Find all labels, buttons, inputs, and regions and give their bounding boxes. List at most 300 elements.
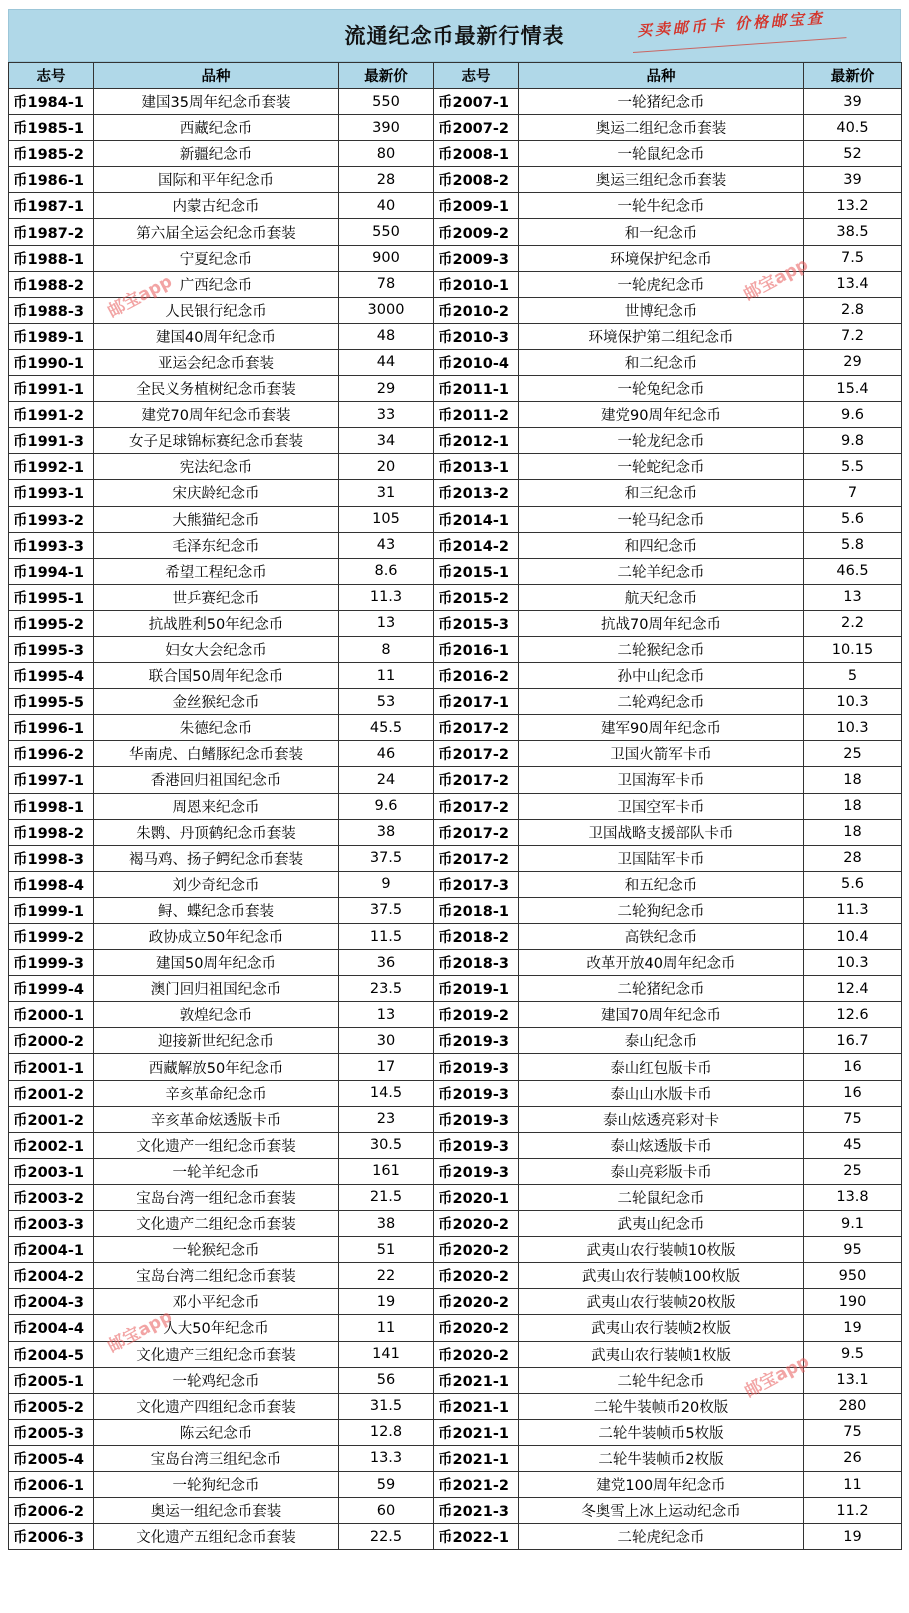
cell-code-right: 币2009-3	[434, 245, 519, 271]
cell-price-right: 280	[804, 1393, 902, 1419]
cell-price-right: 13.1	[804, 1367, 902, 1393]
cell-code-left: 币1993-2	[9, 506, 94, 532]
cell-code-left: 币2004-2	[9, 1263, 94, 1289]
cell-price-left: 8.6	[339, 558, 434, 584]
cell-price-left: 40	[339, 193, 434, 219]
cell-price-left: 33	[339, 402, 434, 428]
cell-variety-left: 毛泽东纪念币	[94, 532, 339, 558]
cell-code-right: 币2020-2	[434, 1315, 519, 1341]
cell-code-left: 币1995-3	[9, 636, 94, 662]
cell-variety-right: 建国70周年纪念币	[519, 1002, 804, 1028]
cell-variety-left: 人大50年纪念币	[94, 1315, 339, 1341]
cell-code-left: 币1995-1	[9, 584, 94, 610]
cell-code-left: 币1986-1	[9, 167, 94, 193]
slogan-text: 买卖邮币卡 价格邮宝查	[636, 8, 826, 40]
cell-variety-left: 世乒赛纪念币	[94, 584, 339, 610]
cell-price-left: 30.5	[339, 1132, 434, 1158]
cell-variety-left: 金丝猴纪念币	[94, 689, 339, 715]
cell-price-left: 78	[339, 271, 434, 297]
cell-code-left: 币1988-1	[9, 245, 94, 271]
cell-code-left: 币1998-4	[9, 871, 94, 897]
cell-code-left: 币1994-1	[9, 558, 94, 584]
cell-price-left: 23.5	[339, 976, 434, 1002]
table-row	[9, 193, 902, 219]
cell-code-left: 币1984-1	[9, 89, 94, 115]
cell-variety-right: 奥运二组纪念币套装	[519, 115, 804, 141]
cell-code-left: 币1988-3	[9, 297, 94, 323]
cell-variety-right: 一轮龙纪念币	[519, 428, 804, 454]
cell-variety-right: 一轮虎纪念币	[519, 271, 804, 297]
watermark-4: 邮宝app	[741, 1351, 813, 1402]
table-row	[9, 297, 902, 323]
cell-price-right: 7.5	[804, 245, 902, 271]
cell-code-left: 币1997-1	[9, 767, 94, 793]
cell-variety-left: 宝岛台湾三组纪念币	[94, 1445, 339, 1471]
cell-price-right: 12.4	[804, 976, 902, 1002]
cell-price-left: 37.5	[339, 897, 434, 923]
cell-price-left: 23	[339, 1106, 434, 1132]
cell-variety-right: 二轮鼠纪念币	[519, 1184, 804, 1210]
header-variety-right: 品种	[519, 63, 804, 89]
cell-price-right: 950	[804, 1263, 902, 1289]
cell-price-left: 390	[339, 115, 434, 141]
cell-price-right: 9.8	[804, 428, 902, 454]
table-row	[9, 1054, 902, 1080]
cell-variety-right: 二轮狗纪念币	[519, 897, 804, 923]
cell-price-left: 13	[339, 1002, 434, 1028]
cell-variety-left: 联合国50周年纪念币	[94, 663, 339, 689]
cell-variety-right: 和一纪念币	[519, 219, 804, 245]
cell-code-right: 币2021-2	[434, 1471, 519, 1497]
table-row	[9, 924, 902, 950]
cell-variety-right: 二轮牛装帧币5枚版	[519, 1419, 804, 1445]
cell-price-left: 31	[339, 480, 434, 506]
cell-variety-right: 一轮蛇纪念币	[519, 454, 804, 480]
cell-code-left: 币1999-1	[9, 897, 94, 923]
cell-code-left: 币1995-2	[9, 610, 94, 636]
cell-code-right: 币2021-3	[434, 1498, 519, 1524]
table-row	[9, 1393, 902, 1419]
table-row	[9, 1498, 902, 1524]
cell-price-left: 9.6	[339, 793, 434, 819]
table-row	[9, 1211, 902, 1237]
cell-code-right: 币2017-2	[434, 793, 519, 819]
table-row	[9, 428, 902, 454]
table-row	[9, 1080, 902, 1106]
cell-code-right: 币2019-1	[434, 976, 519, 1002]
table-row	[9, 454, 902, 480]
cell-code-right: 币2010-4	[434, 349, 519, 375]
cell-price-left: 3000	[339, 297, 434, 323]
cell-variety-left: 辛亥革命纪念币	[94, 1080, 339, 1106]
cell-variety-right: 武夷山农行装帧1枚版	[519, 1341, 804, 1367]
cell-variety-right: 卫国火箭军卡币	[519, 741, 804, 767]
cell-price-left: 11	[339, 663, 434, 689]
cell-variety-left: 文化遗产四组纪念币套装	[94, 1393, 339, 1419]
cell-code-left: 币2001-2	[9, 1106, 94, 1132]
cell-price-right: 10.3	[804, 689, 902, 715]
table-row	[9, 1315, 902, 1341]
cell-price-left: 56	[339, 1367, 434, 1393]
cell-variety-right: 卫国海军卡币	[519, 767, 804, 793]
cell-variety-right: 二轮羊纪念币	[519, 558, 804, 584]
cell-price-left: 60	[339, 1498, 434, 1524]
cell-price-right: 26	[804, 1445, 902, 1471]
cell-variety-left: 鲟、蝶纪念币套装	[94, 897, 339, 923]
cell-price-left: 37.5	[339, 845, 434, 871]
price-table	[8, 62, 902, 1550]
cell-price-right: 5	[804, 663, 902, 689]
cell-variety-left: 西藏纪念币	[94, 115, 339, 141]
cell-code-left: 币1995-4	[9, 663, 94, 689]
cell-price-left: 19	[339, 1289, 434, 1315]
cell-variety-left: 陈云纪念币	[94, 1419, 339, 1445]
cell-variety-right: 卫国战略支援部队卡币	[519, 819, 804, 845]
cell-code-right: 币2015-1	[434, 558, 519, 584]
cell-variety-right: 二轮牛装帧币20枚版	[519, 1393, 804, 1419]
cell-code-left: 币1991-2	[9, 402, 94, 428]
table-row	[9, 976, 902, 1002]
cell-price-left: 36	[339, 950, 434, 976]
cell-price-right: 18	[804, 819, 902, 845]
cell-code-left: 币1996-1	[9, 715, 94, 741]
cell-price-right: 45	[804, 1132, 902, 1158]
cell-code-left: 币2000-2	[9, 1028, 94, 1054]
cell-code-right: 币2011-1	[434, 376, 519, 402]
cell-price-left: 141	[339, 1341, 434, 1367]
cell-price-right: 9.6	[804, 402, 902, 428]
cell-code-right: 币2011-2	[434, 402, 519, 428]
cell-price-right: 52	[804, 141, 902, 167]
watermark-1: 邮宝app	[104, 271, 176, 322]
table-row	[9, 689, 902, 715]
cell-variety-right: 泰山炫透版卡币	[519, 1132, 804, 1158]
cell-price-left: 8	[339, 636, 434, 662]
cell-variety-right: 泰山纪念币	[519, 1028, 804, 1054]
cell-variety-right: 武夷山纪念币	[519, 1211, 804, 1237]
cell-price-left: 105	[339, 506, 434, 532]
cell-price-left: 43	[339, 532, 434, 558]
cell-variety-right: 武夷山农行装帧20枚版	[519, 1289, 804, 1315]
cell-variety-right: 二轮虎纪念币	[519, 1524, 804, 1550]
cell-price-left: 46	[339, 741, 434, 767]
cell-variety-left: 褐马鸡、扬子鳄纪念币套装	[94, 845, 339, 871]
cell-variety-right: 冬奥雪上冰上运动纪念币	[519, 1498, 804, 1524]
header-price-right: 最新价	[804, 63, 902, 89]
cell-price-right: 29	[804, 349, 902, 375]
cell-variety-right: 卫国空军卡币	[519, 793, 804, 819]
cell-code-right: 币2022-1	[434, 1524, 519, 1550]
cell-variety-left: 一轮猴纪念币	[94, 1237, 339, 1263]
cell-price-left: 38	[339, 1211, 434, 1237]
cell-variety-right: 一轮马纪念币	[519, 506, 804, 532]
cell-variety-right: 泰山山水版卡币	[519, 1080, 804, 1106]
cell-variety-right: 二轮牛装帧币2枚版	[519, 1445, 804, 1471]
cell-price-right: 16	[804, 1054, 902, 1080]
cell-price-left: 48	[339, 323, 434, 349]
cell-price-right: 2.2	[804, 610, 902, 636]
cell-price-right: 39	[804, 89, 902, 115]
cell-price-right: 75	[804, 1106, 902, 1132]
cell-variety-right: 二轮猴纪念币	[519, 636, 804, 662]
cell-price-left: 13	[339, 610, 434, 636]
table-row	[9, 1419, 902, 1445]
price-sheet	[8, 0, 901, 1550]
table-row	[9, 532, 902, 558]
cell-variety-left: 亚运会纪念币套装	[94, 349, 339, 375]
cell-variety-right: 武夷山农行装帧100枚版	[519, 1263, 804, 1289]
cell-price-right: 25	[804, 1158, 902, 1184]
cell-code-left: 币1987-2	[9, 219, 94, 245]
cell-code-right: 币2008-1	[434, 141, 519, 167]
cell-variety-right: 和五纪念币	[519, 871, 804, 897]
cell-code-left: 币2005-2	[9, 1393, 94, 1419]
cell-price-right: 13	[804, 584, 902, 610]
cell-variety-left: 宝岛台湾一组纪念币套装	[94, 1184, 339, 1210]
cell-code-left: 币1990-1	[9, 349, 94, 375]
table-row	[9, 1445, 902, 1471]
cell-code-right: 币2020-2	[434, 1289, 519, 1315]
cell-price-right: 11.2	[804, 1498, 902, 1524]
watermark-2: 邮宝app	[740, 254, 812, 305]
cell-price-left: 24	[339, 767, 434, 793]
cell-code-right: 币2018-2	[434, 924, 519, 950]
cell-price-left: 21.5	[339, 1184, 434, 1210]
cell-code-right: 币2009-1	[434, 193, 519, 219]
cell-variety-right: 一轮猪纪念币	[519, 89, 804, 115]
cell-variety-right: 环境保护纪念币	[519, 245, 804, 271]
cell-variety-left: 大熊猫纪念币	[94, 506, 339, 532]
cell-variety-left: 宋庆龄纪念币	[94, 480, 339, 506]
table-row	[9, 845, 902, 871]
cell-code-left: 币1988-2	[9, 271, 94, 297]
cell-code-right: 币2012-1	[434, 428, 519, 454]
cell-price-left: 22.5	[339, 1524, 434, 1550]
table-row	[9, 271, 902, 297]
cell-price-left: 12.8	[339, 1419, 434, 1445]
table-row	[9, 950, 902, 976]
cell-price-left: 20	[339, 454, 434, 480]
cell-price-right: 10.3	[804, 715, 902, 741]
header-variety-left: 品种	[94, 63, 339, 89]
table-row	[9, 610, 902, 636]
cell-variety-left: 文化遗产三组纪念币套装	[94, 1341, 339, 1367]
cell-price-left: 51	[339, 1237, 434, 1263]
table-row	[9, 402, 902, 428]
cell-variety-left: 迎接新世纪纪念币	[94, 1028, 339, 1054]
table-row	[9, 1263, 902, 1289]
cell-variety-left: 邓小平纪念币	[94, 1289, 339, 1315]
cell-price-right: 190	[804, 1289, 902, 1315]
cell-variety-right: 建军90周年纪念币	[519, 715, 804, 741]
table-row	[9, 767, 902, 793]
cell-price-right: 5.8	[804, 532, 902, 558]
cell-code-left: 币1992-1	[9, 454, 94, 480]
cell-variety-left: 一轮羊纪念币	[94, 1158, 339, 1184]
cell-code-right: 币2010-2	[434, 297, 519, 323]
cell-variety-left: 政协成立50年纪念币	[94, 924, 339, 950]
table-row	[9, 1289, 902, 1315]
cell-code-left: 币2005-1	[9, 1367, 94, 1393]
cell-variety-left: 建党70周年纪念币套装	[94, 402, 339, 428]
cell-price-left: 11	[339, 1315, 434, 1341]
table-row	[9, 376, 902, 402]
cell-code-right: 币2009-2	[434, 219, 519, 245]
cell-code-right: 币2019-3	[434, 1132, 519, 1158]
cell-code-left: 币2003-1	[9, 1158, 94, 1184]
cell-price-right: 9.5	[804, 1341, 902, 1367]
cell-variety-right: 武夷山农行装帧2枚版	[519, 1315, 804, 1341]
cell-code-left: 币2005-3	[9, 1419, 94, 1445]
cell-code-right: 币2014-1	[434, 506, 519, 532]
cell-code-right: 币2010-3	[434, 323, 519, 349]
cell-code-left: 币1998-1	[9, 793, 94, 819]
cell-variety-left: 抗战胜利50年纪念币	[94, 610, 339, 636]
table-row	[9, 1341, 902, 1367]
table-row	[9, 663, 902, 689]
cell-price-left: 30	[339, 1028, 434, 1054]
cell-code-right: 币2013-1	[434, 454, 519, 480]
cell-price-left: 13.3	[339, 1445, 434, 1471]
cell-price-left: 31.5	[339, 1393, 434, 1419]
cell-code-right: 币2015-2	[434, 584, 519, 610]
table-row	[9, 245, 902, 271]
cell-code-left: 币2006-1	[9, 1471, 94, 1497]
cell-code-left: 币1993-1	[9, 480, 94, 506]
table-row	[9, 1367, 902, 1393]
cell-code-left: 币1985-1	[9, 115, 94, 141]
cell-price-right: 39	[804, 167, 902, 193]
cell-code-right: 币2016-1	[434, 636, 519, 662]
cell-variety-left: 文化遗产五组纪念币套装	[94, 1524, 339, 1550]
cell-price-left: 29	[339, 376, 434, 402]
cell-price-right: 28	[804, 845, 902, 871]
cell-price-right: 46.5	[804, 558, 902, 584]
cell-variety-right: 二轮牛纪念币	[519, 1367, 804, 1393]
cell-variety-left: 宪法纪念币	[94, 454, 339, 480]
cell-price-right: 16	[804, 1080, 902, 1106]
cell-variety-left: 一轮狗纪念币	[94, 1471, 339, 1497]
cell-code-left: 币1993-3	[9, 532, 94, 558]
cell-code-right: 币2016-2	[434, 663, 519, 689]
cell-variety-right: 和四纪念币	[519, 532, 804, 558]
cell-code-right: 币2017-2	[434, 845, 519, 871]
cell-price-right: 12.6	[804, 1002, 902, 1028]
cell-variety-right: 航天纪念币	[519, 584, 804, 610]
cell-code-right: 币2019-3	[434, 1158, 519, 1184]
cell-code-right: 币2019-3	[434, 1054, 519, 1080]
cell-variety-right: 二轮鸡纪念币	[519, 689, 804, 715]
cell-price-right: 75	[804, 1419, 902, 1445]
cell-code-left: 币2003-3	[9, 1211, 94, 1237]
cell-price-left: 161	[339, 1158, 434, 1184]
cell-variety-left: 辛亥革命炫透版卡币	[94, 1106, 339, 1132]
cell-code-left: 币2006-3	[9, 1524, 94, 1550]
cell-code-left: 币2000-1	[9, 1002, 94, 1028]
table-body	[9, 89, 902, 1550]
cell-price-left: 17	[339, 1054, 434, 1080]
cell-price-left: 550	[339, 89, 434, 115]
table-row	[9, 141, 902, 167]
cell-code-left: 币2004-5	[9, 1341, 94, 1367]
cell-variety-left: 文化遗产一组纪念币套装	[94, 1132, 339, 1158]
cell-code-left: 币1995-5	[9, 689, 94, 715]
cell-variety-right: 和三纪念币	[519, 480, 804, 506]
cell-code-left: 币1985-2	[9, 141, 94, 167]
cell-code-right: 币2021-1	[434, 1367, 519, 1393]
cell-variety-right: 改革开放40周年纪念币	[519, 950, 804, 976]
header-code-left: 志号	[9, 63, 94, 89]
cell-code-right: 币2020-2	[434, 1341, 519, 1367]
cell-code-left: 币2004-4	[9, 1315, 94, 1341]
header-row	[9, 63, 902, 89]
cell-code-right: 币2020-2	[434, 1263, 519, 1289]
cell-price-left: 59	[339, 1471, 434, 1497]
cell-price-right: 25	[804, 741, 902, 767]
table-row	[9, 636, 902, 662]
cell-variety-left: 建国35周年纪念币套装	[94, 89, 339, 115]
cell-price-right: 5.5	[804, 454, 902, 480]
table-row	[9, 1524, 902, 1550]
cell-code-right: 币2017-2	[434, 819, 519, 845]
cell-variety-left: 澳门回归祖国纪念币	[94, 976, 339, 1002]
cell-code-right: 币2019-3	[434, 1028, 519, 1054]
table-row	[9, 584, 902, 610]
cell-price-left: 38	[339, 819, 434, 845]
cell-variety-left: 香港回归祖国纪念币	[94, 767, 339, 793]
table-row	[9, 323, 902, 349]
cell-code-right: 币2015-3	[434, 610, 519, 636]
cell-code-right: 币2017-1	[434, 689, 519, 715]
cell-variety-left: 建国50周年纪念币	[94, 950, 339, 976]
cell-code-right: 币2020-2	[434, 1211, 519, 1237]
cell-code-right: 币2019-3	[434, 1080, 519, 1106]
cell-code-left: 币2002-1	[9, 1132, 94, 1158]
cell-price-right: 19	[804, 1315, 902, 1341]
cell-code-right: 币2013-2	[434, 480, 519, 506]
cell-variety-right: 泰山亮彩版卡币	[519, 1158, 804, 1184]
cell-price-right: 13.8	[804, 1184, 902, 1210]
table-row	[9, 167, 902, 193]
cell-code-right: 币2019-3	[434, 1106, 519, 1132]
cell-price-right: 40.5	[804, 115, 902, 141]
cell-price-right: 10.3	[804, 950, 902, 976]
cell-price-right: 5.6	[804, 506, 902, 532]
cell-code-right: 币2018-1	[434, 897, 519, 923]
cell-variety-right: 泰山炫透亮彩对卡	[519, 1106, 804, 1132]
cell-code-right: 币2007-2	[434, 115, 519, 141]
cell-code-left: 币2003-2	[9, 1184, 94, 1210]
watermark-3: 邮宝app	[104, 1306, 176, 1357]
cell-price-right: 15.4	[804, 376, 902, 402]
cell-variety-left: 宁夏纪念币	[94, 245, 339, 271]
cell-price-left: 11.5	[339, 924, 434, 950]
cell-code-right: 币2017-2	[434, 767, 519, 793]
cell-code-right: 币2020-1	[434, 1184, 519, 1210]
cell-code-right: 币2019-2	[434, 1002, 519, 1028]
cell-variety-left: 文化遗产二组纪念币套装	[94, 1211, 339, 1237]
page-title: 流通纪念币最新行情表	[344, 24, 565, 48]
cell-price-left: 28	[339, 167, 434, 193]
cell-code-left: 币2004-3	[9, 1289, 94, 1315]
cell-code-right: 币2007-1	[434, 89, 519, 115]
table-row	[9, 793, 902, 819]
cell-variety-left: 希望工程纪念币	[94, 558, 339, 584]
table-row	[9, 1028, 902, 1054]
cell-variety-right: 二轮猪纪念币	[519, 976, 804, 1002]
cell-code-left: 币1998-3	[9, 845, 94, 871]
cell-price-right: 18	[804, 767, 902, 793]
